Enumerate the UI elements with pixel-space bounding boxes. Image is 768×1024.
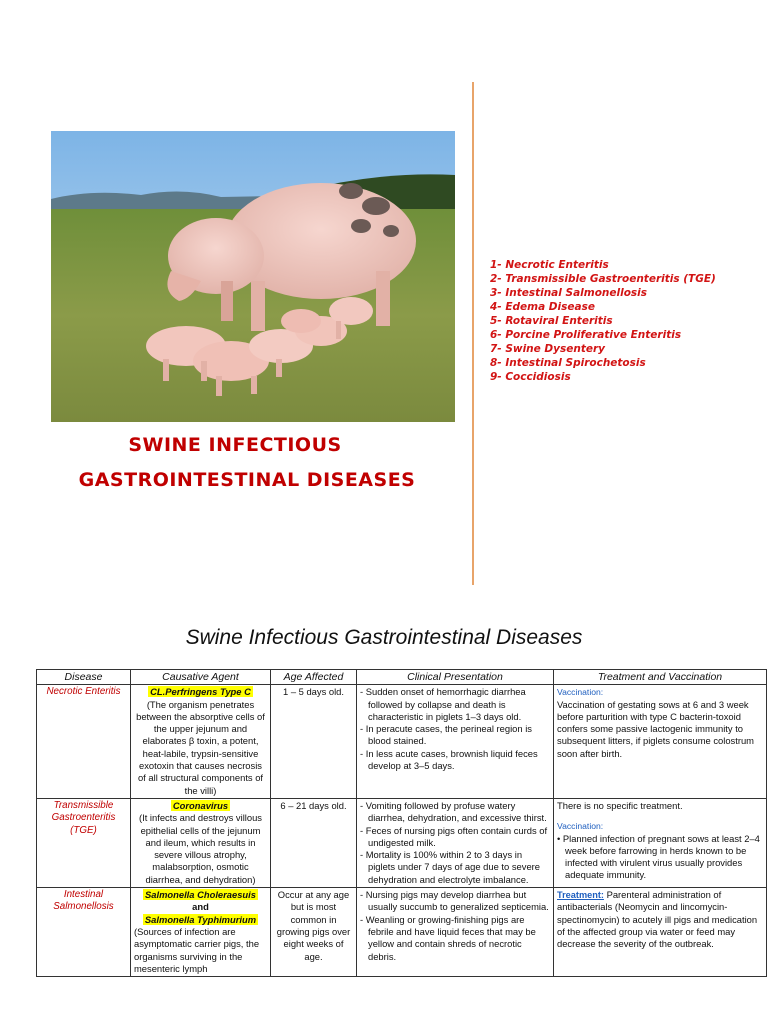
age-affected: 6 – 21 days old. <box>271 798 357 887</box>
document-title: Swine Infectious Gastrointestinal Diseases <box>185 626 583 649</box>
disease-table <box>36 669 767 977</box>
header-causative-agent: Causative Agent <box>131 670 271 685</box>
vaccination-label: Vaccination: <box>557 821 604 832</box>
disease-list-item: 9- Coccidiosis <box>490 371 571 383</box>
causative-agent <box>131 798 271 887</box>
table-row <box>37 685 767 799</box>
clinical-point: - In less acute cases, brownish liquid feces develop at 3–5 days. <box>360 747 538 772</box>
treatment-text: Parenteral administration of antibacterials (Neomycin and lincomycin-spectinomycin) to acutely ill pigs and medication of the affected group via water or feed may decrease the severity of the outbreak. <box>557 889 758 950</box>
clinical-point: - In peracute cases, the perineal region is blood stained. <box>360 723 532 747</box>
header-age-affected: Age Affected <box>271 670 357 685</box>
agent-and: and <box>192 901 209 913</box>
treatment-intro: There is no specific treatment. <box>557 799 683 811</box>
disease-list-item: 6- Porcine Proliferative Enteritis <box>490 329 682 341</box>
disease-list-item: 3- Intestinal Salmonellosis <box>490 287 648 299</box>
clinical-point: - Nursing pigs may develop diarrhea but usually succumb to generalized septicemia. <box>360 889 549 913</box>
treatment-text: • Planned infection of pregnant sows at least 2–4 week before farrowing in herds known to be infected with virulent virus usually provides adequate immunity. <box>557 832 760 881</box>
disease-list-item: 1- Necrotic Enteritis <box>490 259 609 271</box>
disease-list-item: 8- Intestinal Spirochetosis <box>490 357 646 369</box>
disease-name: Necrotic Enteritis <box>37 685 131 799</box>
header-disease: Disease <box>37 670 131 685</box>
disease-list-item: 4- Edema Disease <box>490 301 595 313</box>
disease-list-item: 7- Swine Dysentery <box>490 343 606 355</box>
table-row <box>37 798 767 887</box>
treatment-text: Vaccination of gestating sows at 6 and 3 week before parturition with type C bacterin-toxoid confers some passive lactogenic immunity to subsequent litters, if piglets consume colostrum soon after birth. <box>557 698 754 759</box>
clinical-point: - Feces of nursing pigs often contain curds of undigested milk. <box>360 824 548 848</box>
disease-list <box>490 258 716 384</box>
disease-name: Intestinal Salmonellosis <box>37 888 131 977</box>
agent-name: CL.Perfringens Type C <box>150 686 251 698</box>
pig-illustration <box>51 131 455 422</box>
treatment-vaccination <box>554 888 767 977</box>
clinical-point: - Mortality is 100% within 2 to 3 days in piglets under 7 days of age due to severe dehydration and electrolyte imbalance. <box>360 849 540 885</box>
cover-title-line-2: GASTROINTESTINAL DISEASES <box>78 469 416 491</box>
agent-name: Coronavirus <box>172 799 229 811</box>
cover-title-line-1: SWINE INFECTIOUS <box>128 434 342 456</box>
clinical-presentation <box>357 888 554 977</box>
clinical-presentation <box>357 798 554 887</box>
header-treatment-vaccination: Treatment and Vaccination <box>554 670 767 685</box>
clinical-point: - Sudden onset of hemorrhagic diarrhea followed by collapse and death is characteristic in piglets 1–3 days old. <box>360 686 526 722</box>
disease-list-item: 2- Transmissible Gastroenteritis (TGE) <box>490 273 716 285</box>
disease-name: Transmissible Gastroenteritis (TGE) <box>37 798 131 887</box>
disease-list-item: 5- Rotaviral Enteritis <box>490 315 613 327</box>
vaccination-label: Vaccination: <box>557 687 604 698</box>
causative-agent <box>131 888 271 977</box>
age-affected: Occur at any age but is most common in growing pigs over eight weeks of age. <box>271 888 357 977</box>
vertical-divider <box>472 82 474 585</box>
header-clinical-presentation: Clinical Presentation <box>357 670 554 685</box>
clinical-presentation <box>357 685 554 799</box>
cover-photo-sow-and-piglets <box>51 131 455 422</box>
treatment-vaccination <box>554 798 767 887</box>
clinical-point: - Vomiting followed by profuse watery diarrhea, dehydration, and excessive thirst. <box>360 799 547 824</box>
table-row <box>37 888 767 977</box>
agent-name: Salmonella Choleraesuis <box>145 889 256 901</box>
agent-description: (The organism penetrates between the absorptive cells of the upper jejunum and elaborates β toxin, a potent, heat-labile, trypsin-sensitive exotoxin that causes necrosis of all structural components of the villi) <box>136 698 265 796</box>
age-affected: 1 – 5 days old. <box>271 685 357 799</box>
causative-agent <box>131 685 271 799</box>
agent-name-2: Salmonella Typhimurium <box>144 913 257 925</box>
treatment-vaccination <box>554 685 767 799</box>
agent-description: (Sources of infection are asymptomatic carrier pigs, the organisms surviving in the mesenteric lymph <box>134 925 260 974</box>
agent-description: (It infects and destroys villous epithelial cells of the jejunum and ileum, which results in severe villous atrophy, malabsorption, osmotic diarrhea, and dehydration) <box>139 812 262 885</box>
treatment-label: Treatment: <box>557 890 604 901</box>
clinical-point: - Weanling or growing-finishing pigs are febrile and have liquid feces that may be yellow and contain shreds of necrotic debris. <box>360 913 536 962</box>
table-header-row <box>37 670 767 685</box>
